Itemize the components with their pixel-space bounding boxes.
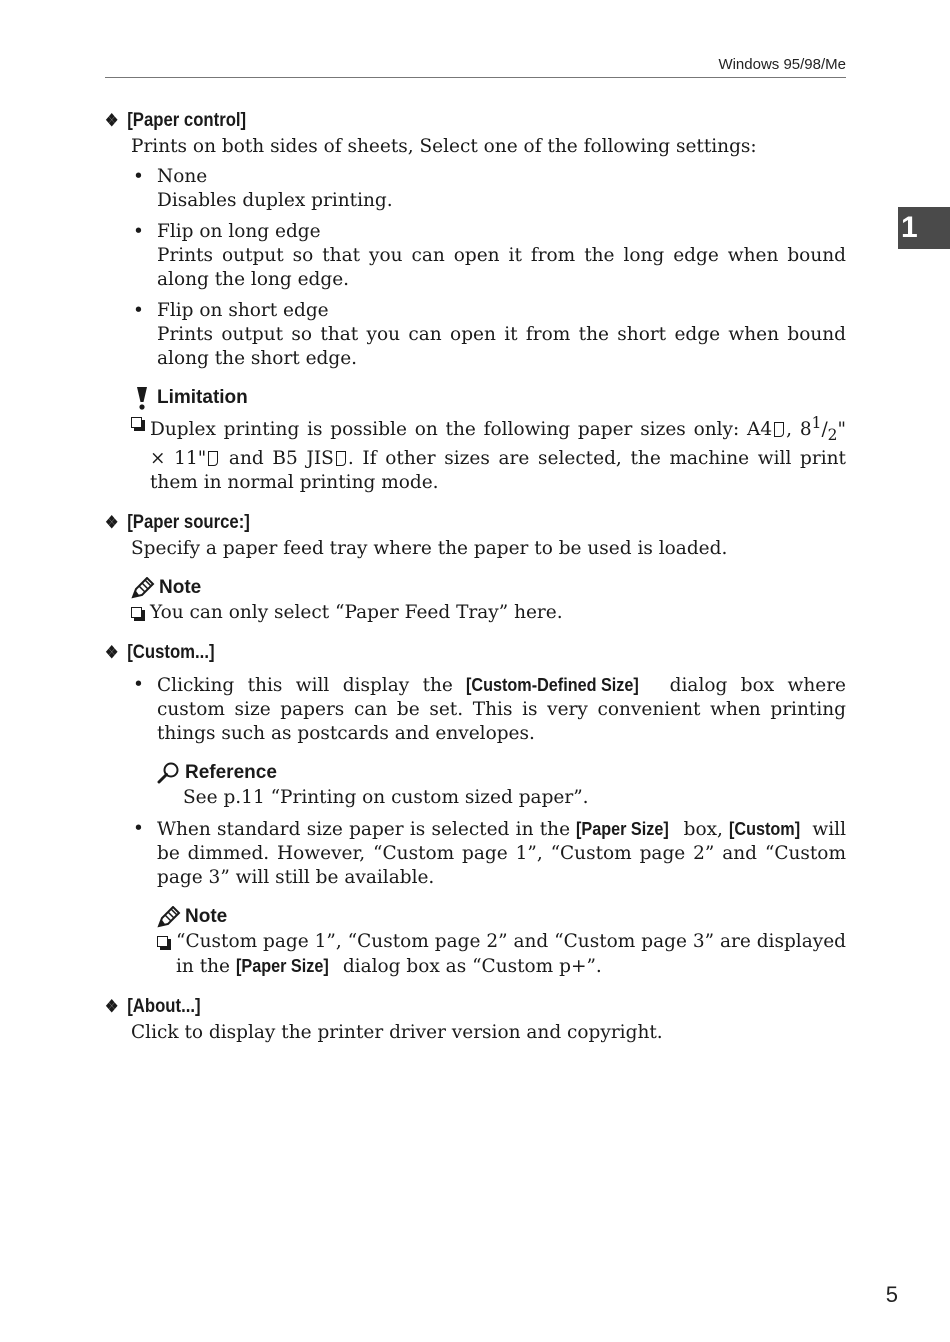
chapter-tab: 1 xyxy=(898,207,950,249)
paper-control-options xyxy=(131,165,846,371)
fraction-denominator: 2 xyxy=(827,425,838,444)
section-about xyxy=(105,993,846,1045)
limitation-text-part: , 8 xyxy=(786,419,812,441)
list-item xyxy=(131,220,846,292)
paper-size-label: [Paper Size] xyxy=(235,955,329,976)
reference-text: See p.11 “Printing on custom sized paper”. xyxy=(183,786,589,808)
limitation-item xyxy=(131,411,846,495)
diamond-bullet-icon: ❖ xyxy=(105,512,119,532)
pencil-note-icon xyxy=(157,906,181,928)
option-description: Prints output so that you can open it from the long edge when bound along the long edge. xyxy=(157,245,846,290)
portrait-paper-icon xyxy=(774,422,784,437)
limitation-text xyxy=(150,411,846,495)
paper-size-label: [Paper Size] xyxy=(576,818,670,839)
note-text-part: “Custom page 1”, “Custom page 2” and “Custom page 3” are displayed in the xyxy=(176,930,846,977)
list-item xyxy=(131,299,846,371)
limitation-text-part: Duplex printing is possible on the following paper sizes only: A4 xyxy=(150,419,773,441)
header-rule xyxy=(105,77,846,78)
section-heading xyxy=(105,993,757,1021)
section-heading xyxy=(105,639,757,667)
limitation-text-part: . If other sizes are selected, the machine will print them in normal printing mode. xyxy=(150,447,846,493)
section-paper-control xyxy=(105,107,846,495)
reference-heading-row xyxy=(157,760,846,786)
portrait-paper-icon xyxy=(208,451,218,466)
limitation-heading: Limitation xyxy=(157,387,248,408)
section-heading xyxy=(105,509,757,537)
magnifier-reference-icon xyxy=(157,761,181,785)
bullet-text: Clicking this will display the xyxy=(157,674,467,696)
about-text: Click to display the printer driver version and copyright. xyxy=(131,1021,663,1043)
bullet-text: will be dimmed. However, “Custom page 1”, “Custom page 2” and “Custom page 3” will still be available. xyxy=(157,818,846,888)
list-item xyxy=(131,817,846,979)
bullet-text: box, xyxy=(677,818,730,840)
list-item xyxy=(131,673,846,810)
paper-control-heading: [Paper control] xyxy=(127,110,247,131)
paper-control-intro: Prints on both sides of sheets, Select one of the following settings: xyxy=(131,136,757,157)
diamond-bullet-icon: ❖ xyxy=(105,642,119,662)
option-description: Prints output so that you can open it from the short edge when bound along the short edge. xyxy=(157,324,846,369)
section-custom xyxy=(105,639,846,979)
option-description: Disables duplex printing. xyxy=(157,190,393,211)
bullet-text: When standard size paper is selected in the xyxy=(157,818,577,840)
checkbox-icon xyxy=(157,936,168,947)
diamond-bullet-icon: ❖ xyxy=(105,111,119,130)
note-block xyxy=(131,575,846,625)
section-heading xyxy=(105,107,757,135)
about-heading: [About...] xyxy=(127,995,201,1017)
fraction-slash: / xyxy=(821,419,828,441)
note-heading: Note xyxy=(185,905,228,927)
portrait-paper-icon xyxy=(336,451,346,466)
note-text-part: dialog box as “Custom p+”. xyxy=(336,955,602,977)
checkbox-icon xyxy=(131,417,142,428)
running-header: Windows 95/98/Me xyxy=(718,56,846,73)
note-heading-row xyxy=(131,575,846,601)
bullet-text: dialog box where custom size papers can be set. This is very convenient when printing things such as postcards and envelopes. xyxy=(157,674,847,744)
limitation-text-part: " × 11" xyxy=(150,419,846,469)
note-item xyxy=(157,930,846,979)
note-heading: Note xyxy=(159,576,202,598)
custom-bullets xyxy=(131,673,846,979)
note-block xyxy=(157,904,846,979)
custom-defined-size-label: [Custom-Defined Size] xyxy=(466,674,640,695)
page-number: 5 xyxy=(885,1282,898,1307)
diamond-bullet-icon: ❖ xyxy=(105,996,119,1016)
limitation-text-part: and B5 JIS xyxy=(220,447,334,469)
limitation-block xyxy=(131,385,846,495)
note-heading-row xyxy=(157,904,846,930)
custom-heading: [Custom...] xyxy=(127,641,215,663)
pencil-note-icon xyxy=(131,577,155,599)
page-content xyxy=(105,107,846,1059)
checkbox-icon xyxy=(131,607,142,618)
limitation-icon xyxy=(131,385,153,411)
paper-source-intro: Specify a paper feed tray where the paper to be used is loaded. xyxy=(131,537,728,559)
section-paper-source xyxy=(105,509,846,625)
custom-label: [Custom] xyxy=(729,818,801,839)
option-title: • None xyxy=(157,166,208,187)
reference-block xyxy=(157,760,846,810)
option-title: • Flip on long edge xyxy=(157,221,321,242)
option-title: • Flip on short edge xyxy=(157,300,329,321)
list-item xyxy=(131,165,846,213)
limitation-heading-row xyxy=(131,385,846,411)
reference-heading: Reference xyxy=(185,761,277,783)
paper-source-heading: [Paper source:] xyxy=(127,511,250,533)
note-text xyxy=(176,930,846,979)
fraction-numerator: 1 xyxy=(811,414,822,432)
note-item xyxy=(131,601,846,625)
note-text: You can only select “Paper Feed Tray” here. xyxy=(150,601,563,623)
